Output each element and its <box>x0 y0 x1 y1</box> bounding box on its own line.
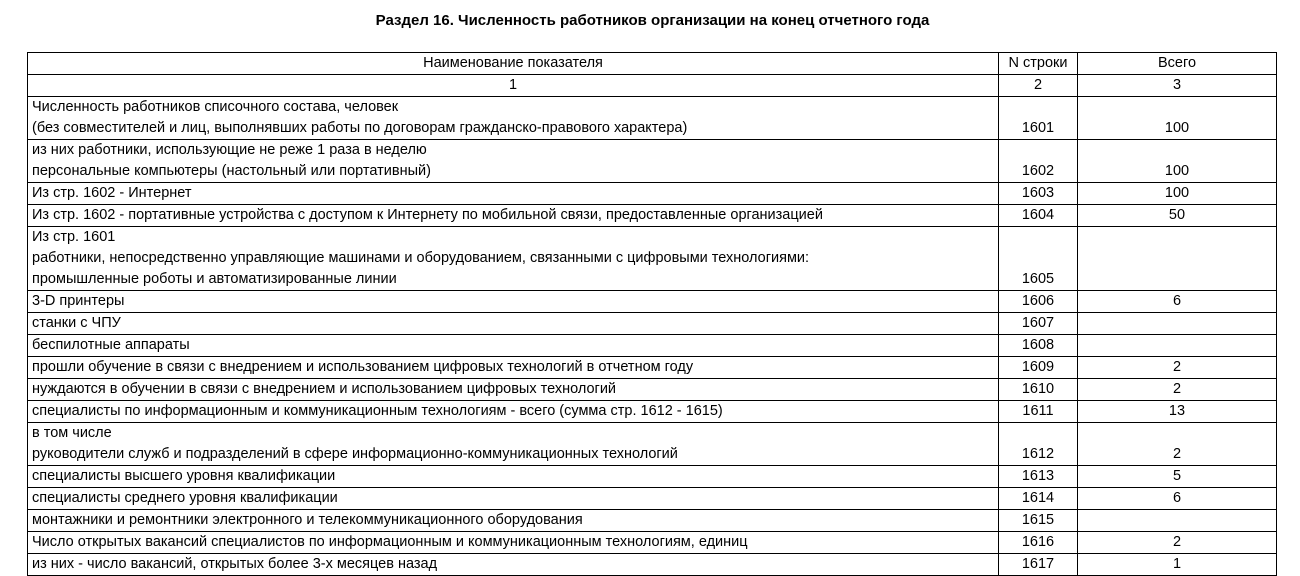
table-row <box>28 466 1277 488</box>
total-value-cell: 1 <box>1078 554 1277 576</box>
indicator-name-line: (без совместителей и лиц, выполнявших работы по договорам гражданско-правового характера) <box>32 120 688 136</box>
row-number-cell: 1601 <box>999 97 1078 140</box>
total-value-cell: 13 <box>1078 401 1277 423</box>
indicator-name-cell <box>28 227 999 291</box>
indicator-name-line: 3-D принтеры <box>32 293 125 309</box>
indicator-name-line: Из стр. 1602 - портативные устройства с доступом к Интернету по мобильной связи, предоставленные организацией <box>32 207 823 223</box>
indicator-name-cell <box>28 205 999 227</box>
indicator-name-line: из них - число вакансий, открытых более 3-х месяцев назад <box>32 556 438 572</box>
indicator-name-cell <box>28 510 999 532</box>
total-value-cell: 100 <box>1078 183 1277 205</box>
row-number-cell: 1612 <box>999 423 1078 466</box>
row-number-cell: 1609 <box>999 357 1078 379</box>
column-header-row-number: N строки <box>999 53 1078 75</box>
table-row <box>28 183 1277 205</box>
indicator-name-cell <box>28 97 999 140</box>
row-number-cell: 1602 <box>999 140 1078 183</box>
header-row <box>28 53 1277 75</box>
total-value-cell: 6 <box>1078 488 1277 510</box>
page-title: Раздел 16. Численность работников организации на конец отчетного года <box>375 12 930 29</box>
indicator-name-line: прошли обучение в связи с внедрением и использованием цифровых технологий в отчетном году <box>32 359 694 375</box>
row-number-cell: 1610 <box>999 379 1078 401</box>
column-index-row-number: 2 <box>999 75 1078 97</box>
row-number-cell: 1608 <box>999 335 1078 357</box>
indicator-name-cell <box>28 466 999 488</box>
row-number-cell: 1616 <box>999 532 1078 554</box>
indicator-name-line: специалисты среднего уровня квалификации <box>32 490 338 506</box>
column-index-name: 1 <box>28 75 999 97</box>
total-value-cell: 2 <box>1078 357 1277 379</box>
row-number-cell: 1611 <box>999 401 1078 423</box>
indicator-name-line: монтажники и ремонтники электронного и телекоммуникационного оборудования <box>32 512 583 528</box>
table-row <box>28 227 1277 291</box>
table-row <box>28 379 1277 401</box>
row-number-cell: 1606 <box>999 291 1078 313</box>
row-number-cell: 1614 <box>999 488 1078 510</box>
table-row <box>28 97 1277 140</box>
row-number-cell: 1615 <box>999 510 1078 532</box>
table-row <box>28 313 1277 335</box>
total-value-cell: 5 <box>1078 466 1277 488</box>
table-row <box>28 554 1277 576</box>
indicator-name-line: беспилотные аппараты <box>32 337 190 353</box>
table-row <box>28 205 1277 227</box>
row-number-cell: 1617 <box>999 554 1078 576</box>
total-value-cell: 100 <box>1078 97 1277 140</box>
indicator-name-cell <box>28 423 999 466</box>
row-number-cell: 1603 <box>999 183 1078 205</box>
total-value-cell <box>1078 227 1277 291</box>
indicator-name-line: промышленные роботы и автоматизированные линии <box>32 271 397 287</box>
indicator-name-line: специалисты по информационным и коммуникационным технологиям - всего (сумма стр. 1612 - 1615) <box>32 403 723 419</box>
indicator-name-cell <box>28 554 999 576</box>
column-header-name: Наименование показателя <box>28 53 999 75</box>
indicator-name-cell <box>28 335 999 357</box>
table-row <box>28 291 1277 313</box>
indicator-name-cell <box>28 313 999 335</box>
indicator-name-line: персональные компьютеры (настольный или портативный) <box>32 163 431 179</box>
indicator-name-cell <box>28 488 999 510</box>
indicator-name-line: нуждаются в обучении в связи с внедрением и использованием цифровых технологий <box>32 381 617 397</box>
table-row <box>28 510 1277 532</box>
total-value-cell <box>1078 510 1277 532</box>
total-value-cell: 2 <box>1078 423 1277 466</box>
indicator-name-cell <box>28 532 999 554</box>
total-value-cell: 2 <box>1078 532 1277 554</box>
total-value-cell <box>1078 313 1277 335</box>
indicator-name-cell <box>28 401 999 423</box>
table-row <box>28 488 1277 510</box>
indicator-name-cell <box>28 291 999 313</box>
column-header-total: Всего <box>1078 53 1277 75</box>
table-row <box>28 140 1277 183</box>
indicator-name-line: работники, непосредственно управляющие машинами и оборудованием, связанными с цифровыми технологиями: <box>32 250 810 266</box>
total-value-cell: 6 <box>1078 291 1277 313</box>
table-body <box>28 97 1277 576</box>
table-row <box>28 335 1277 357</box>
indicator-name-line: Число открытых вакансий специалистов по информационным и коммуникационным технологиям, единиц <box>32 534 748 550</box>
indicator-name-line: Численность работников списочного состава, человек <box>32 99 399 115</box>
table-row <box>28 401 1277 423</box>
total-value-cell: 2 <box>1078 379 1277 401</box>
indicator-name-line: в том числе <box>32 425 112 441</box>
indicator-name-line: Из стр. 1601 <box>32 229 116 245</box>
indicator-name-line: руководители служб и подразделений в сфере информационно-коммуникационных технологий <box>32 446 678 462</box>
indicator-name-line: специалисты высшего уровня квалификации <box>32 468 336 484</box>
column-index-row <box>28 75 1277 97</box>
total-value-cell: 100 <box>1078 140 1277 183</box>
indicator-name-cell <box>28 379 999 401</box>
table-row <box>28 423 1277 466</box>
indicator-name-line: Из стр. 1602 - Интернет <box>32 185 192 201</box>
column-index-total: 3 <box>1078 75 1277 97</box>
indicator-name-cell <box>28 183 999 205</box>
row-number-cell: 1613 <box>999 466 1078 488</box>
row-number-cell: 1605 <box>999 227 1078 291</box>
indicator-name-line: из них работники, использующие не реже 1 раза в неделю <box>32 142 427 158</box>
report-table <box>27 52 1277 576</box>
indicator-name-line: станки с ЧПУ <box>32 315 121 331</box>
table-row <box>28 532 1277 554</box>
total-value-cell <box>1078 335 1277 357</box>
row-number-cell: 1604 <box>999 205 1078 227</box>
total-value-cell: 50 <box>1078 205 1277 227</box>
row-number-cell: 1607 <box>999 313 1078 335</box>
indicator-name-cell <box>28 357 999 379</box>
indicator-name-cell <box>28 140 999 183</box>
table-row <box>28 357 1277 379</box>
